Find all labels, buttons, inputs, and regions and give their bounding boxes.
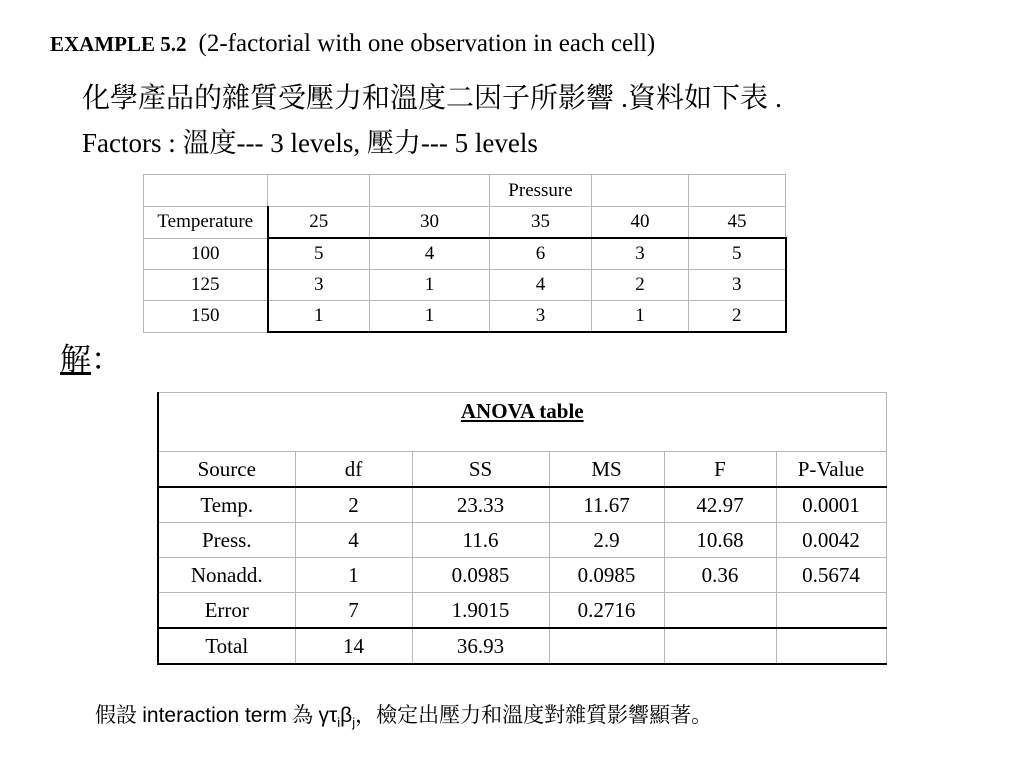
note-sub-i: i (337, 715, 341, 731)
data-cell: 5 (268, 238, 370, 270)
df-cell: 4 (295, 523, 412, 558)
data-cell: 2 (689, 301, 786, 333)
table-row (144, 301, 786, 333)
column-header: F (664, 452, 776, 488)
table-row (158, 523, 886, 558)
pressure-level: 30 (370, 207, 490, 239)
f-cell: 0.36 (664, 558, 776, 593)
data-cell: 3 (592, 238, 689, 270)
ss-cell: 11.6 (412, 523, 549, 558)
note-term: interaction term (142, 704, 287, 727)
ss-cell: 23.33 (412, 487, 549, 523)
table-blank-cell (592, 175, 689, 207)
data-cell: 3 (689, 270, 786, 301)
data-cell: 1 (592, 301, 689, 333)
ms-cell: 0.0985 (549, 558, 664, 593)
ss-cell: 1.9015 (412, 593, 549, 629)
table-row (158, 628, 886, 664)
ms-cell: 11.67 (549, 487, 664, 523)
p-value-cell: 0.0042 (776, 523, 886, 558)
example-label: EXAMPLE 5.2 (50, 32, 187, 56)
ss-cell: 0.0985 (412, 558, 549, 593)
impurity-data-table (143, 174, 787, 333)
data-cell: 4 (490, 270, 592, 301)
example-subtitle: (2-factorial with one observation in each cell) (198, 30, 656, 57)
note-beta: β (340, 704, 353, 727)
temperature-header: Temperature (144, 207, 268, 239)
note-gamma-tau: γτ (318, 704, 338, 727)
anova-section (157, 392, 885, 665)
temperature-level: 100 (144, 238, 268, 270)
table-row (158, 487, 886, 523)
ms-cell: 2.9 (549, 523, 664, 558)
anova-title-row (158, 393, 886, 452)
pressure-levels-row (144, 207, 786, 239)
data-cell: 1 (268, 301, 370, 333)
df-cell: 1 (295, 558, 412, 593)
table-corner-cell (144, 175, 268, 207)
pressure-level: 40 (592, 207, 689, 239)
ms-cell: 0.2716 (549, 593, 664, 629)
f-cell: 42.97 (664, 487, 776, 523)
p-value-cell (776, 593, 886, 629)
column-header: df (295, 452, 412, 488)
table-header-row (144, 175, 786, 207)
data-cell: 1 (370, 301, 490, 333)
anova-title-cell (158, 393, 886, 452)
data-cell: 1 (370, 270, 490, 301)
data-cell: 4 (370, 238, 490, 270)
p-value-cell (776, 628, 886, 664)
p-value-cell: 0.0001 (776, 487, 886, 523)
temperature-level: 150 (144, 301, 268, 333)
pressure-level: 35 (490, 207, 592, 239)
df-cell: 7 (295, 593, 412, 629)
table-row (158, 593, 886, 629)
source-cell: Total (158, 628, 295, 664)
solution-label (60, 334, 122, 379)
column-header: P-Value (776, 452, 886, 488)
note-suffix: ，檢定出壓力和溫度對雜質影響顯著。 (355, 703, 713, 727)
table-blank-cell (689, 175, 786, 207)
source-cell: Press. (158, 523, 295, 558)
data-cell: 3 (268, 270, 370, 301)
problem-statement: 化學產品的雜質受壓力和溫度二因子所影響 .資料如下表 . (82, 83, 783, 114)
source-cell: Error (158, 593, 295, 629)
p-value-cell: 0.5674 (776, 558, 886, 593)
solution-char: 解 (60, 342, 91, 377)
source-cell: Nonadd. (158, 558, 295, 593)
data-cell: 5 (689, 238, 786, 270)
anova-header-row (158, 452, 886, 488)
column-header: Source (158, 452, 295, 488)
data-cell: 3 (490, 301, 592, 333)
table-row (144, 270, 786, 301)
note-middle: 為 (286, 703, 319, 727)
table-row (158, 558, 886, 593)
pressure-level: 25 (268, 207, 370, 239)
note-sub-j: j (352, 715, 356, 731)
table-blank-cell (370, 175, 490, 207)
note-prefix: 假設 (95, 703, 143, 727)
example-heading (50, 30, 655, 58)
ss-cell: 36.93 (412, 628, 549, 664)
data-cell: 2 (592, 270, 689, 301)
df-cell: 2 (295, 487, 412, 523)
pressure-header: Pressure (490, 175, 592, 207)
anova-title: ANOVA table (460, 399, 584, 423)
ms-cell (549, 628, 664, 664)
f-cell: 10.68 (664, 523, 776, 558)
solution-colon: ： (91, 342, 122, 377)
data-cell: 6 (490, 238, 592, 270)
column-header: SS (412, 452, 549, 488)
temperature-level: 125 (144, 270, 268, 301)
df-cell: 14 (295, 628, 412, 664)
anova-table (157, 392, 887, 665)
factors-description: Factors : 溫度--- 3 levels, 壓力--- 5 levels (82, 128, 538, 158)
pressure-level: 45 (689, 207, 786, 239)
table-row (144, 238, 786, 270)
source-cell: Temp. (158, 487, 295, 523)
table-blank-cell (268, 175, 370, 207)
column-header: MS (549, 452, 664, 488)
conclusion-note (95, 699, 712, 730)
f-cell (664, 628, 776, 664)
f-cell (664, 593, 776, 629)
